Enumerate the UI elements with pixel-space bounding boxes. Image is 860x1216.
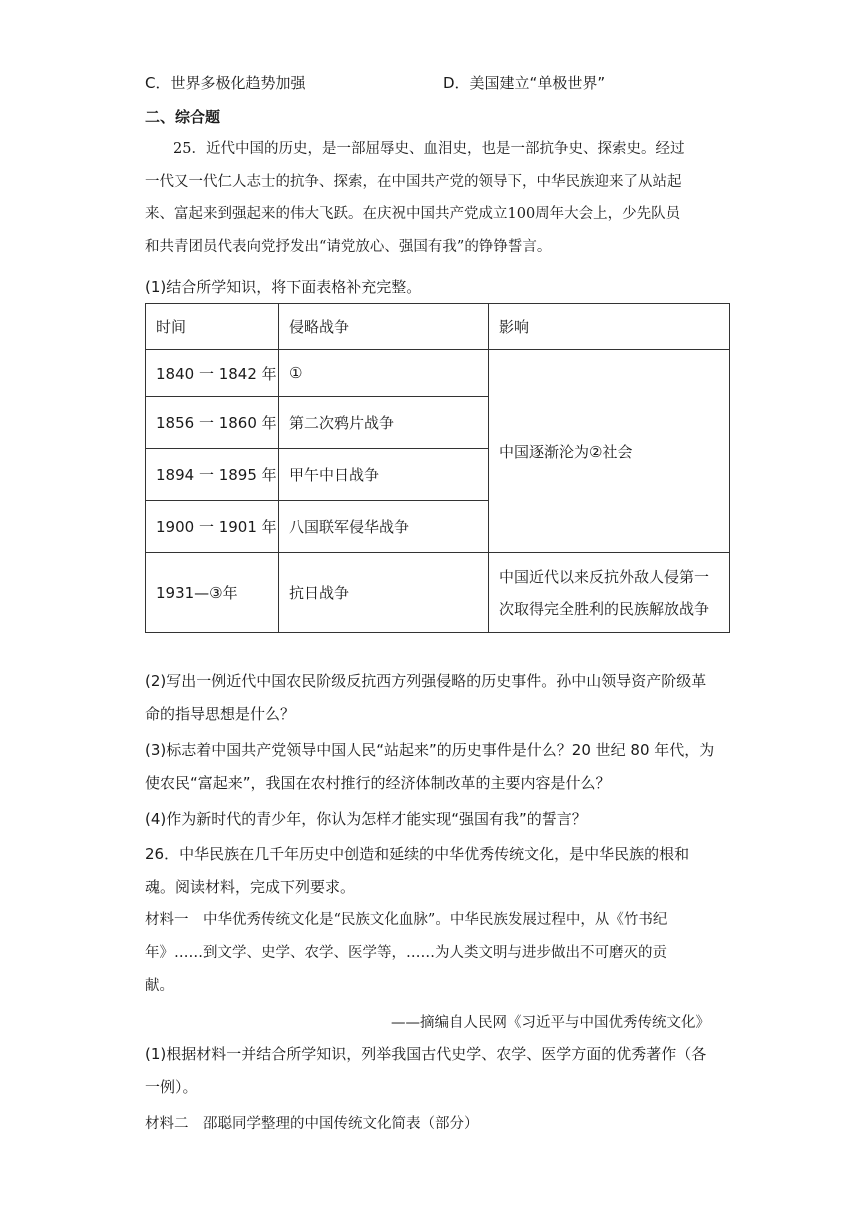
q25-sub3 bbox=[145, 734, 735, 799]
table-row bbox=[146, 553, 730, 633]
q25-sub1: (1)结合所学知识，将下面表格补充完整。 bbox=[145, 278, 422, 296]
section-title: 二、综合题 bbox=[145, 108, 221, 126]
cell-time: 1931—③年 bbox=[146, 553, 279, 633]
cell-war: 第二次鸦片战争 bbox=[279, 397, 489, 449]
material1-source: ——摘编自人民网《习近平与中国优秀传统文化》 bbox=[391, 1015, 710, 1031]
option-c: C．世界多极化趋势加强 bbox=[145, 74, 306, 92]
material2: 材料二 邵聪同学整理的中国传统文化简表（部分） bbox=[145, 1116, 479, 1132]
table-header-row bbox=[146, 304, 730, 350]
q26-intro bbox=[145, 838, 735, 903]
q25-sub4: (4)作为新时代的青少年，你认为怎样才能实现“强国有我”的誓言？ bbox=[145, 810, 587, 828]
q25-sub2 bbox=[145, 665, 735, 730]
q25-intro-line: 来、富起来到强起来的伟大飞跃。在庆祝中国共产党成立100周年大会上，少先队员 bbox=[145, 206, 681, 222]
material1-line: 年》……到文学、史学、农学、医学等，……为人类文明与进步做出不可磨灭的贡 bbox=[145, 945, 667, 961]
q26-sub1-line: 一例）。 bbox=[145, 1077, 198, 1096]
q26-sub1 bbox=[145, 1038, 735, 1103]
history-table bbox=[145, 303, 730, 633]
header-impact: 影响 bbox=[489, 304, 730, 350]
cell-impact-last bbox=[489, 553, 730, 633]
q26-intro-line: 魂。阅读材料，完成下列要求。 bbox=[145, 877, 356, 896]
cell-war: ① bbox=[279, 350, 489, 397]
q25-sub2-line: (2)写出一例近代中国农民阶级反抗西方列强侵略的历史事件。孙中山领导资产阶级革 bbox=[145, 672, 707, 690]
option-d: D．美国建立“单极世界” bbox=[443, 74, 606, 92]
q26-intro-line: 26．中华民族在几千年历史中创造和延续的中华优秀传统文化，是中华民族的根和 bbox=[145, 845, 690, 863]
cell-time: 1900 一 1901 年 bbox=[146, 501, 279, 553]
table-row bbox=[146, 350, 730, 397]
cell-war: 抗日战争 bbox=[279, 553, 489, 633]
header-time: 时间 bbox=[146, 304, 279, 350]
cell-impact-merged: 中国逐渐沦为②社会 bbox=[489, 350, 730, 553]
q26-sub1-line: (1)根据材料一并结合所学知识，列举我国古代史学、农学、医学方面的优秀著作（各 bbox=[145, 1045, 707, 1063]
q25-intro-line: 和共青团员代表向党抒发出“请党放心、强国有我”的铮铮誓言。 bbox=[145, 238, 552, 255]
header-war: 侵略战争 bbox=[279, 304, 489, 350]
q25-intro-line: 25．近代中国的历史，是一部屈辱史、血泪史，也是一部抗争史、探索史。经过 bbox=[173, 141, 685, 157]
material1-line: 材料一 中华优秀传统文化是“民族文化血脉”。中华民族发展过程中，从《竹书纪 bbox=[145, 912, 668, 928]
q25-intro-line: 一代又一代仁人志士的抗争、探索，在中国共产党的领导下，中华民族迎来了从站起 bbox=[145, 173, 682, 190]
q25-sub3-line: (3)标志着中国共产党领导中国人民“站起来”的历史事件是什么？20 世纪 80 年代，为 bbox=[145, 741, 715, 759]
q25-sub2-line: 命的指导思想是什么？ bbox=[145, 704, 296, 723]
cell-war: 八国联军侵华战争 bbox=[279, 501, 489, 553]
cell-war: 甲午中日战争 bbox=[279, 449, 489, 501]
cell-time: 1894 一 1895 年 bbox=[146, 449, 279, 501]
material1 bbox=[145, 904, 735, 1003]
cell-time: 1840 一 1842 年 bbox=[146, 350, 279, 397]
material1-line: 献。 bbox=[145, 978, 174, 994]
cell-time: 1856 一 1860 年 bbox=[146, 397, 279, 449]
impact-last-line: 中国近代以来反抗外敌人侵第一 bbox=[499, 567, 710, 586]
q25-intro bbox=[145, 133, 735, 263]
q25-sub3-line: 使农民“富起来”，我国在农村推行的经济体制改革的主要内容是什么？ bbox=[145, 773, 611, 792]
impact-last-line: 次取得完全胜利的民族解放战争 bbox=[499, 599, 710, 618]
